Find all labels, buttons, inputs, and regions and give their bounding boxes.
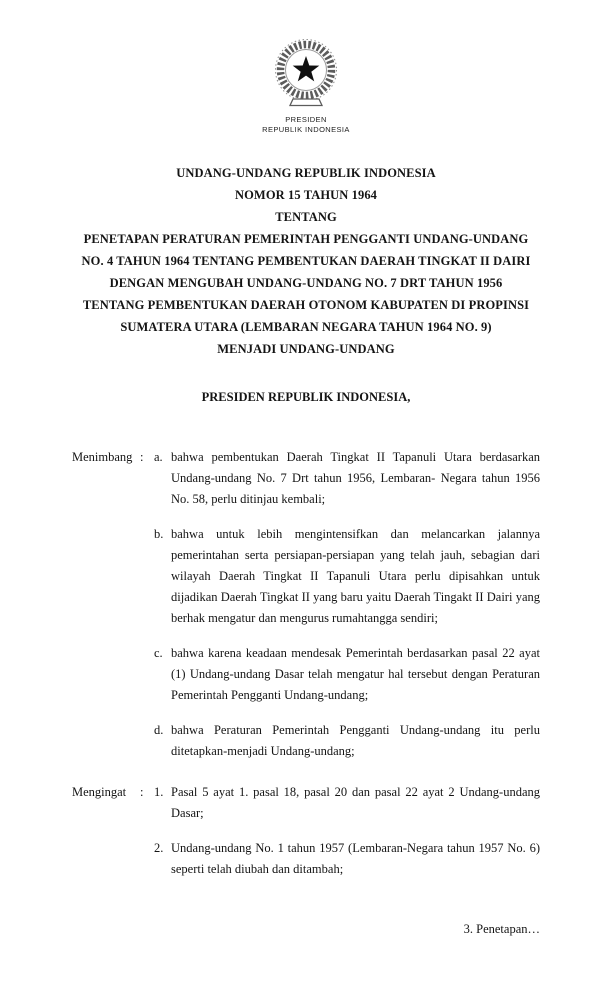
- list-item: [154, 782, 540, 824]
- item-text: bahwa karena keadaan mendesak Pemerintah berdasarkan pasal 22 ayat (1) Undang-undang Dasar telah mengatur hal tersebut dengan Peraturan Pemerintah Pengganti Undang-undang;: [171, 646, 540, 702]
- document-title-block: [0, 162, 612, 360]
- item-marker: d.: [154, 723, 164, 737]
- ribbon-banner: [290, 99, 322, 106]
- section-colon: :: [140, 785, 144, 799]
- emblem-caption-line1: PRESIDEN: [285, 115, 327, 124]
- section-colon: :: [140, 450, 144, 464]
- star-icon: [293, 56, 320, 81]
- list-item: [154, 524, 540, 629]
- subject-line: DENGAN MENGUBAH UNDANG-UNDANG NO. 7 DRT TAHUN 1956: [109, 276, 503, 290]
- section-label: Mengingat: [72, 785, 127, 799]
- document-body: [72, 447, 540, 894]
- item-marker: b.: [154, 527, 164, 541]
- section-items: [154, 782, 540, 894]
- title-line-2: NOMOR 15 TAHUN 1964: [234, 188, 378, 202]
- preamble-heading: PRESIDEN REPUBLIK INDONESIA,: [201, 390, 411, 404]
- item-marker: 1.: [154, 785, 164, 799]
- list-item: [154, 838, 540, 880]
- section-label: Menimbang: [72, 450, 133, 464]
- subject-line: PENETAPAN PERATURAN PEMERINTAH PENGGANTI UNDANG-UNDANG: [83, 232, 529, 246]
- list-item: [154, 720, 540, 762]
- section-menimbang: [72, 447, 540, 776]
- subject-line: SUMATERA UTARA (LEMBARAN NEGARA TAHUN 1964 NO. 9): [120, 320, 492, 334]
- emblem-caption-line2: REPUBLIK INDONESIA: [262, 124, 350, 134]
- item-text: bahwa untuk lebih mengintensifkan dan melancarkan jalannya pemerintahan serta persiapan-persiapan yang telah jauh, sebagian dari wilayah Daerah Tingkat II Tapanuli Utara perlu dipisahkan untuk dijadikan Daerah Tingkat II yang baru yaitu Daerah Tingakt II Dairi yang berhak mengatur dan mengurus rumahtangga sendiri;: [171, 527, 540, 625]
- section-mengingat: [72, 782, 540, 894]
- item-text: Pasal 5 ayat 1. pasal 18, pasal 20 dan pasal 22 ayat 2 Undang-undang Dasar;: [171, 785, 540, 820]
- letterhead: [0, 0, 612, 134]
- title-line-3: TENTANG: [275, 210, 337, 224]
- section-items: [154, 447, 540, 776]
- item-text: bahwa pembentukan Daerah Tingkat II Tapanuli Utara berdasarkan Undang-undang No. 7 Drt tahun 1956, Lembaran- Negara tahun 1956 No. 58, perlu ditinjau kembali;: [171, 450, 540, 506]
- subject-line: TENTANG PEMBENTUKAN DAERAH OTONOM KABUPATEN DI PROPINSI: [82, 298, 530, 312]
- title-line-1: UNDANG-UNDANG REPUBLIK INDONESIA: [176, 166, 436, 180]
- presidential-seal-icon: [267, 34, 345, 114]
- subject-line: MENJADI UNDANG-UNDANG: [217, 342, 395, 356]
- list-item: [154, 643, 540, 706]
- item-marker: a.: [154, 450, 163, 464]
- page-continuation-catchword: 3. Penetapan…: [463, 922, 540, 936]
- list-item: [154, 447, 540, 510]
- subject-line: NO. 4 TAHUN 1964 TENTANG PEMBENTUKAN DAERAH TINGKAT II DAIRI: [81, 254, 531, 268]
- item-text: Undang-undang No. 1 tahun 1957 (Lembaran-Negara tahun 1957 No. 6) seperti telah diubah dan ditambah;: [171, 841, 540, 876]
- item-marker: 2.: [154, 841, 164, 855]
- item-text: bahwa Peraturan Pemerintah Pengganti Undang-undang itu perlu ditetapkan-menjadi Undang-undang;: [171, 723, 540, 758]
- item-marker: c.: [154, 646, 163, 660]
